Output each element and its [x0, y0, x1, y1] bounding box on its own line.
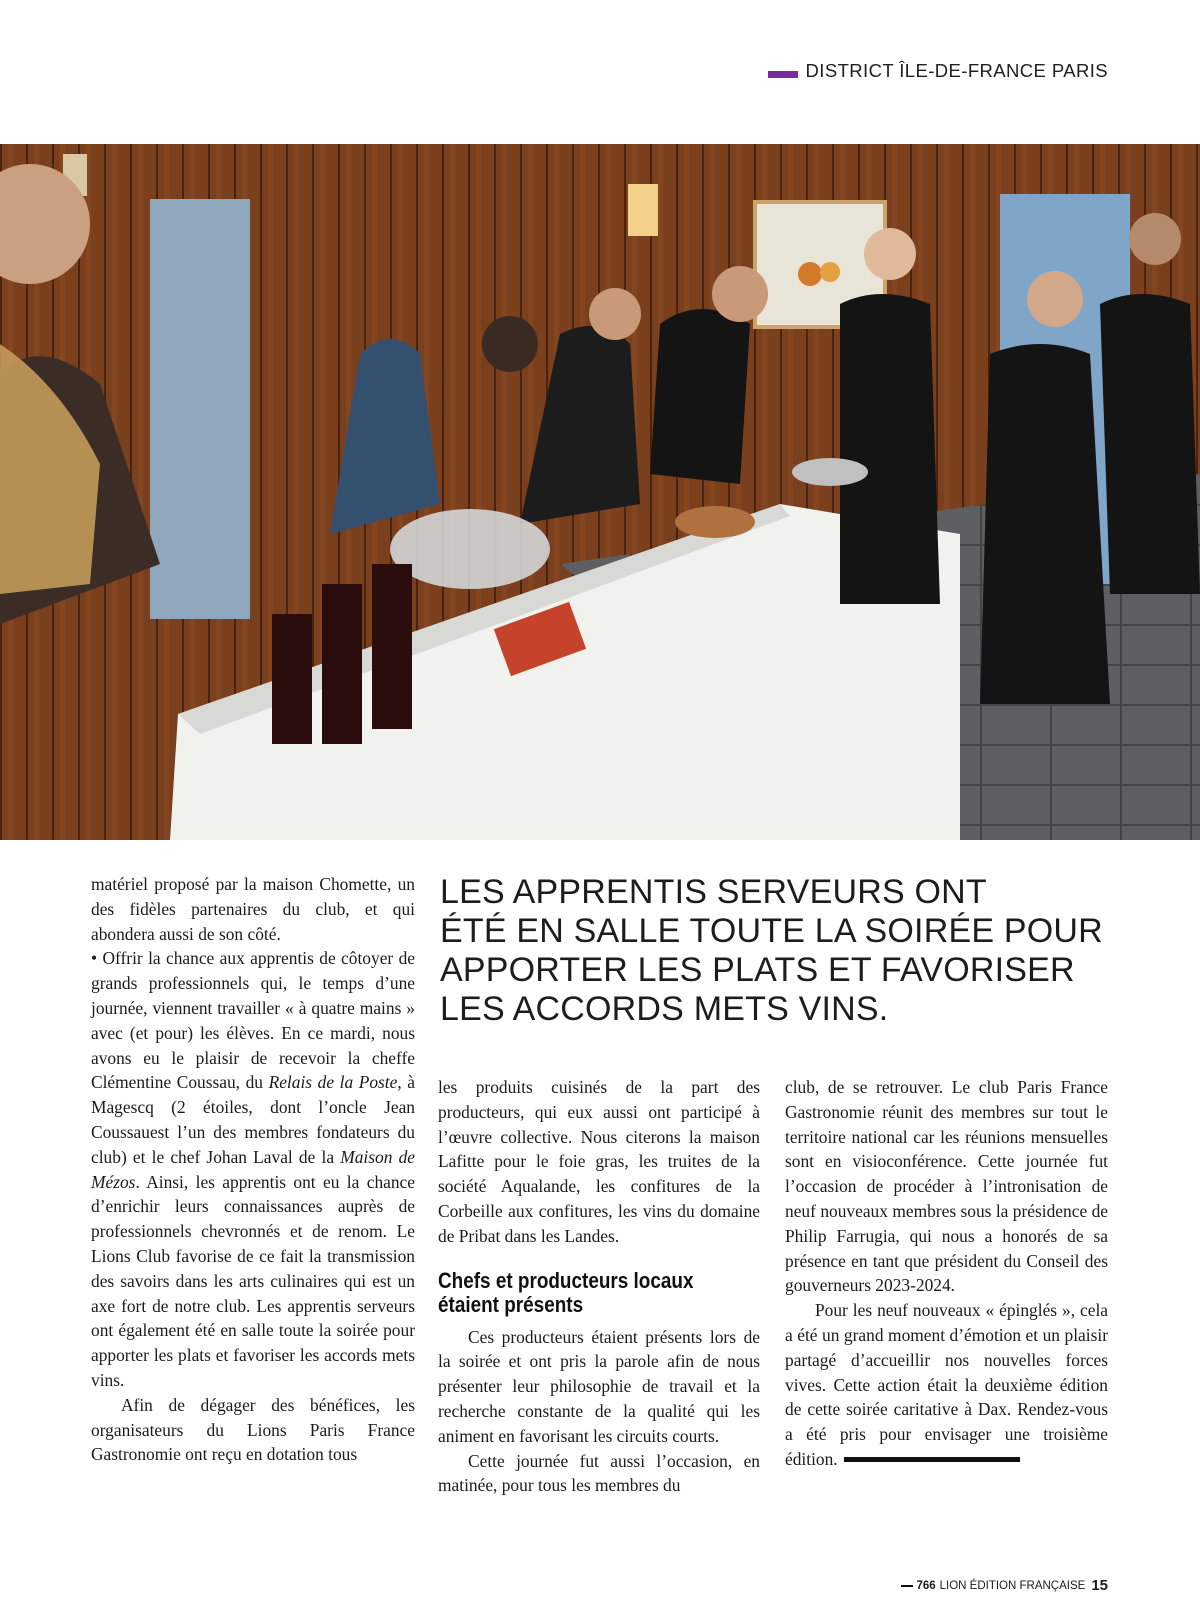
paragraph: [91, 946, 415, 1392]
text-run: Pour les neuf nouveaux « épinglés », cela a été un grand moment d’émotion et un plaisir partagé d’accueillir nos nouvelles forces vives. Cette action était la deuxième édition de cette soirée caritative à Dax. Rendez-vous a été pris pour envisager une troisième édition.: [785, 1300, 1108, 1469]
issue-number: 766: [916, 1579, 936, 1592]
paragraph: club, de se retrouver. Le club Paris France Gastronomie réunit des membres sur tout le territoire national car les réunions mensuelles sont en visioconférence. Cette journée fut l’occasion de procéder à l’intronisation de neuf nouveaux membres sous la présidence de Philip Farrugia, qui nous a honorés de sa présence en tant que président du Conseil des gouverneurs 2023-2024.: [785, 1077, 1108, 1296]
paragraph: Afin de dégager des bénéfices, les organisateurs du Lions Paris France Gastronomie ont reçu en dotation tous: [91, 1394, 415, 1465]
section-title: DISTRICT ÎLE-DE-FRANCE PARIS: [805, 60, 1108, 81]
italic-name: Relais de la Poste: [268, 1072, 398, 1093]
publication-name: LION ÉDITION FRANÇAISE: [939, 1579, 1086, 1592]
article-photo: [0, 144, 1200, 840]
article-column-1: [91, 872, 415, 1467]
paragraph: Cette journée fut aussi l’occasion, en matinée, pour tous les membres du: [438, 1450, 760, 1496]
text-run: • Offrir la chance aux apprentis de côtoyer de grands professionnels qui, le temps d’une journée, viennent travailler « à quatre mains » avec (et pour) les élèves. En ce mardi, nous avons eu le plaisir de recevoir la cheffe Clémentine Coussau, du: [91, 948, 415, 1093]
pull-quote-line: ÉTÉ EN SALLE TOUTE LA SOIRÉE POUR: [440, 912, 1103, 950]
page-number: 15: [1091, 1577, 1108, 1594]
pull-quote-line: LES ACCORDS METS VINS.: [440, 990, 889, 1028]
italic-name: Maison de Mézos: [91, 1146, 415, 1192]
paragraph: les produits cuisinés de la part des producteurs, qui eux aussi ont participé à l’œuvre collective. Nous citerons la maison Lafitte pour le foie gras, les truites de la société Aqualande, les confitures de la Corbeille aux confitures, les vins du domaine de Pribat dans les Landes.: [438, 1077, 760, 1246]
section-accent-bar: [768, 71, 798, 78]
subheading-line: étaient présents: [438, 1291, 584, 1317]
subheading: [438, 1269, 759, 1317]
end-of-article-rule: [844, 1457, 1020, 1462]
article-column-2: [438, 1075, 760, 1498]
page-footer: [901, 1577, 1108, 1594]
paragraph: [785, 1298, 1108, 1472]
paragraph: matériel proposé par la maison Chomette, un des fidèles partenaires du club, et qui abondera aussi de son côté.: [91, 874, 415, 944]
pull-quote-line: LES APPRENTIS SERVEURS ONT: [440, 873, 987, 911]
text-run: . Ainsi, les apprentis ont eu la chance d’enrichir leurs connaissances auprès de professionnels chevronnés et de renom. Le Lions Club favorise de ce fait la transmission des savoirs dans les arts culinaires qui est un axe fort de notre club. Les apprentis serveurs ont également été en salle toute la soirée pour apporter les plats et favoriser les accords mets vins.: [91, 1171, 415, 1390]
section-header: [768, 60, 1108, 82]
paragraph: Ces producteurs étaient présents lors de la soirée et ont pris la parole afin de nous présenter leur philosophie de travail et la recherche constante de la qualité qui les animent en favorisant les circuits courts.: [438, 1326, 760, 1446]
pull-quote-line: APPORTER LES PLATS ET FAVORISER: [440, 951, 1075, 989]
article-column-3: [785, 1075, 1108, 1472]
footer-dash: [901, 1585, 913, 1587]
subheading-line: Chefs et producteurs locaux: [438, 1267, 694, 1293]
pull-quote: [440, 873, 1140, 1029]
text-run: , à Magescq (2 étoiles, dont l’oncle Jean Coussauest l’un des membres fondateurs du club) et le chef Johan Laval de la: [91, 1072, 416, 1167]
